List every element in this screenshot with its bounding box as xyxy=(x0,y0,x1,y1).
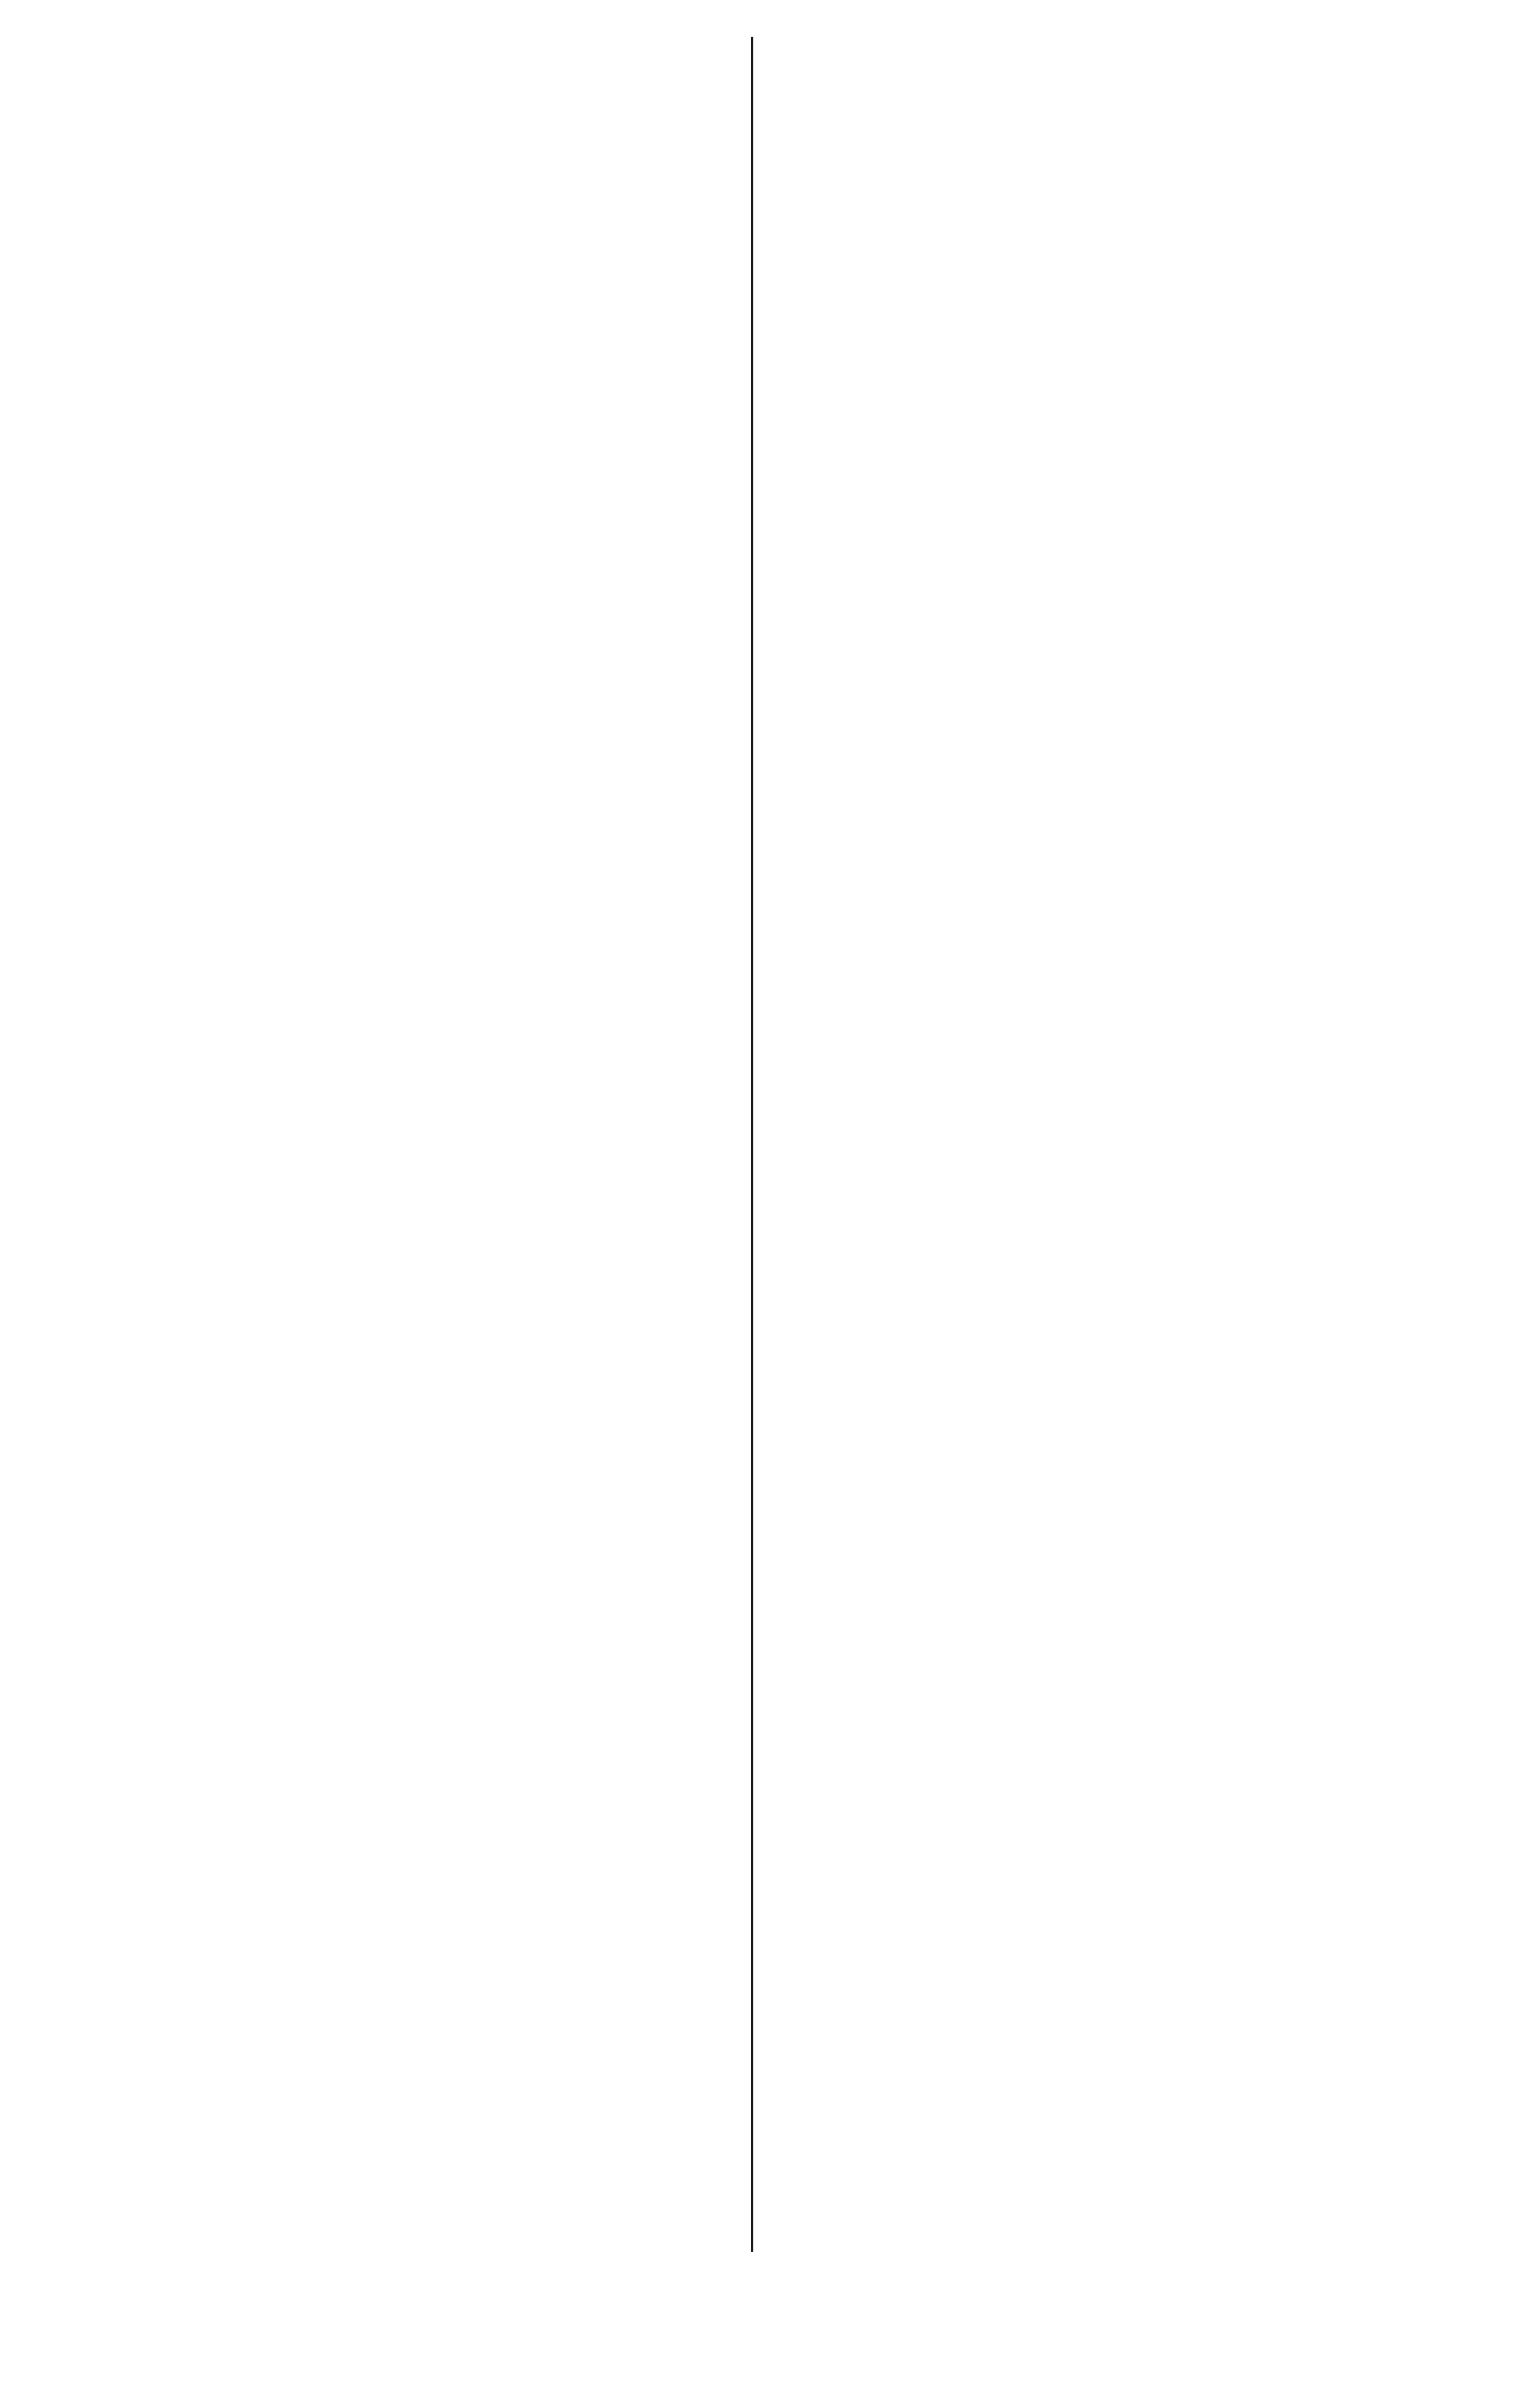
header-rule xyxy=(751,37,753,2252)
